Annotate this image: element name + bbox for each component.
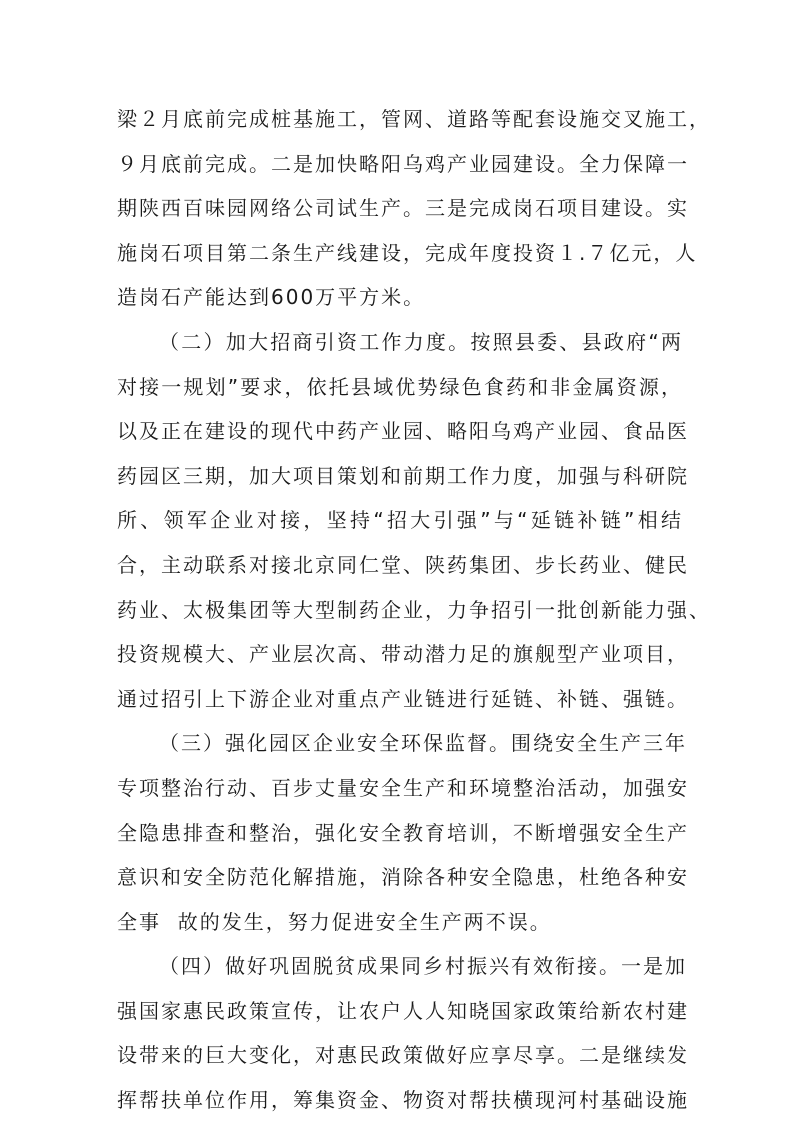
text-line: ９月底前完成。二是加快略阳乌鸡产业园建设。全力保障一: [117, 151, 689, 176]
text-line: 全隐患排查和整治，强化安全教育培训，不断增强安全生产: [117, 820, 689, 845]
paragraph-rural-revitalization: [117, 944, 689, 1122]
section-heading-line: （三）强化园区企业安全环保监督。围绕安全生产三年: [159, 731, 687, 756]
text-line: 投资规模大、产业层次高、带动潜力足的旗舰型产业项目，: [117, 642, 689, 667]
text-line: 期陕西百味园网络公司试生产。三是完成岗石项目建设。实: [117, 196, 689, 221]
document-body: [117, 97, 711, 1123]
text-line: 通过招引上下游企业对重点产业链进行延链、补链、强链。: [117, 686, 689, 711]
text-line: 全事 故的发生，努力促进安全生产两不误。: [117, 909, 552, 934]
text-line: 意识和安全防范化解措施，消除各种安全隐患，杜绝各种安: [117, 865, 689, 890]
text-line: 梁２月底前完成桩基施工，管网、道路等配套设施交叉施工，: [117, 107, 711, 131]
text-line: 所、领军企业对接，坚持“招大引强”与“延链补链”相结: [117, 508, 683, 533]
text-line: 专项整治行动、百步丈量安全生产和环境整治活动，加强安: [117, 775, 689, 800]
section-heading-line: （四）做好巩固脱贫成果同乡村振兴有效衔接。一是加: [159, 954, 687, 979]
text-line: 造岗石产能达到600万平方米。: [117, 285, 426, 310]
text-line: 强国家惠民政策宣传，让农户人人知晓国家政策给新农村建: [117, 998, 689, 1023]
text-line: 设带来的巨大变化，对惠民政策做好应享尽享。二是继续发: [117, 1043, 689, 1068]
text-line: 以及正在建设的现代中药产业园、略阳乌鸡产业园、食品医: [117, 419, 689, 444]
paragraph-project-construction: [117, 97, 711, 320]
text-line: 对接一规划”要求，依托县域优势绿色食药和非金属资源，: [117, 374, 683, 399]
section-heading-line: （二）加大招商引资工作力度。按照县委、县政府“两: [159, 329, 683, 354]
paragraph-investment-promotion: [117, 320, 711, 721]
text-line: 施岗石项目第二条生产线建设，完成年度投资１.７亿元，人: [117, 240, 698, 265]
paragraph-safety-supervision: [117, 721, 689, 944]
text-line: 合，主动联系对接北京同仁堂、陕药集团、步长药业、健民: [117, 552, 689, 577]
text-line: 挥帮扶单位作用，筹集资金、物资对帮扶横现河村基础设施: [117, 1088, 689, 1113]
text-line: 药业、太极集团等大型制药企业，力争招引一批创新能力强、: [117, 597, 711, 622]
text-line: 药园区三期，加大项目策划和前期工作力度，加强与科研院: [117, 463, 689, 488]
